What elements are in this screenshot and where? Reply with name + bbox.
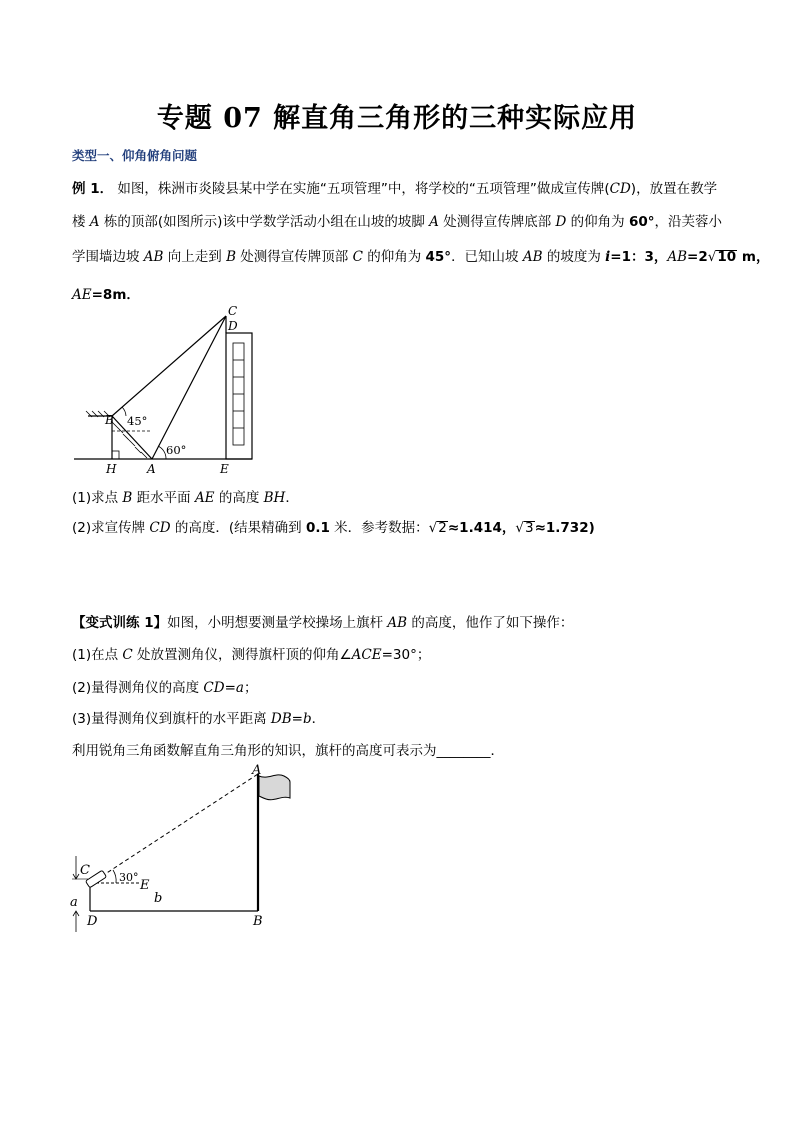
label-B: B	[253, 914, 263, 929]
sight-line-ad	[152, 316, 226, 459]
figure-2-flagpole	[68, 762, 308, 934]
var1-question: 利用锐角三角函数解直角三角形的知识，旗杆的高度可表示为________．	[72, 743, 504, 759]
var1-step-1: (1)在点 C 处放置测角仪，测得旗杆顶的仰角∠ACE=30°；	[72, 647, 431, 663]
ex1-question-1: (1)求点 B 距水平面 AE 的高度 BH．	[72, 490, 299, 506]
var1-intro: 【变式训练 1】如图，小明想要测量学校操场上旗杆 AB 的高度，他作了如下操作：	[72, 615, 574, 631]
sight-line-bc	[112, 316, 226, 416]
section-heading: 类型一、仰角俯角问题	[72, 148, 198, 163]
label-angle-30: 30°	[119, 871, 139, 884]
sight-line	[96, 774, 258, 880]
label-b: b	[154, 891, 163, 906]
var1-label: 【变式训练 1】	[72, 615, 168, 631]
label-A: A	[252, 763, 262, 778]
figure-1-slope-billboard	[70, 305, 270, 477]
ex1-line-1: 例 1． 如图，株洲市炎陵县某中学在实施“五项管理”中，将学校的“五项管理”做成宣传牌(CD)，放置在教学	[72, 181, 718, 197]
label-a: a	[70, 895, 78, 910]
label-A: A	[147, 462, 156, 476]
label-D: D	[87, 914, 98, 929]
ex1-label: 例 1．	[72, 181, 114, 197]
flag	[259, 775, 290, 800]
ex1-question-2: (2)求宣传牌 CD 的高度．(结果精确到 0.1 米．参考数据：√2≈1.414，√3≈1.732)	[72, 520, 595, 536]
page-title: 专题 07 解直角三角形的三种实际应用	[156, 103, 638, 134]
label-E: E	[220, 462, 229, 476]
ex1-line-4: AE=8m．	[72, 287, 140, 303]
label-B: B	[105, 413, 114, 427]
label-H: H	[106, 462, 117, 476]
right-angle-mark	[112, 451, 119, 459]
label-D: D	[228, 319, 238, 333]
var1-step-3: (3)量得测角仪到旗杆的水平距离 DB=b．	[72, 711, 326, 727]
label-E: E	[140, 878, 150, 893]
label-angle-60: 60°	[166, 443, 187, 457]
label-C: C	[228, 305, 238, 318]
ex1-line-3: 学围墙边坡 AB 向上走到 B 处测得宣传牌顶部 C 的仰角为 45°．已知山坡 AB 的坡度为 i=1：3，AB=2√10 m，	[72, 249, 770, 265]
label-angle-45: 45°	[127, 414, 148, 428]
label-C: C	[80, 863, 90, 878]
building	[226, 333, 252, 459]
var1-step-2: (2)量得测角仪的高度 CD=a；	[72, 680, 258, 696]
ex1-line-2: 楼 A 栋的顶部(如图所示)该中学数学活动小组在山坡的坡脚 A 处测得宣传牌底部 D 的仰角为 60°，沿芙蓉小	[72, 214, 722, 230]
